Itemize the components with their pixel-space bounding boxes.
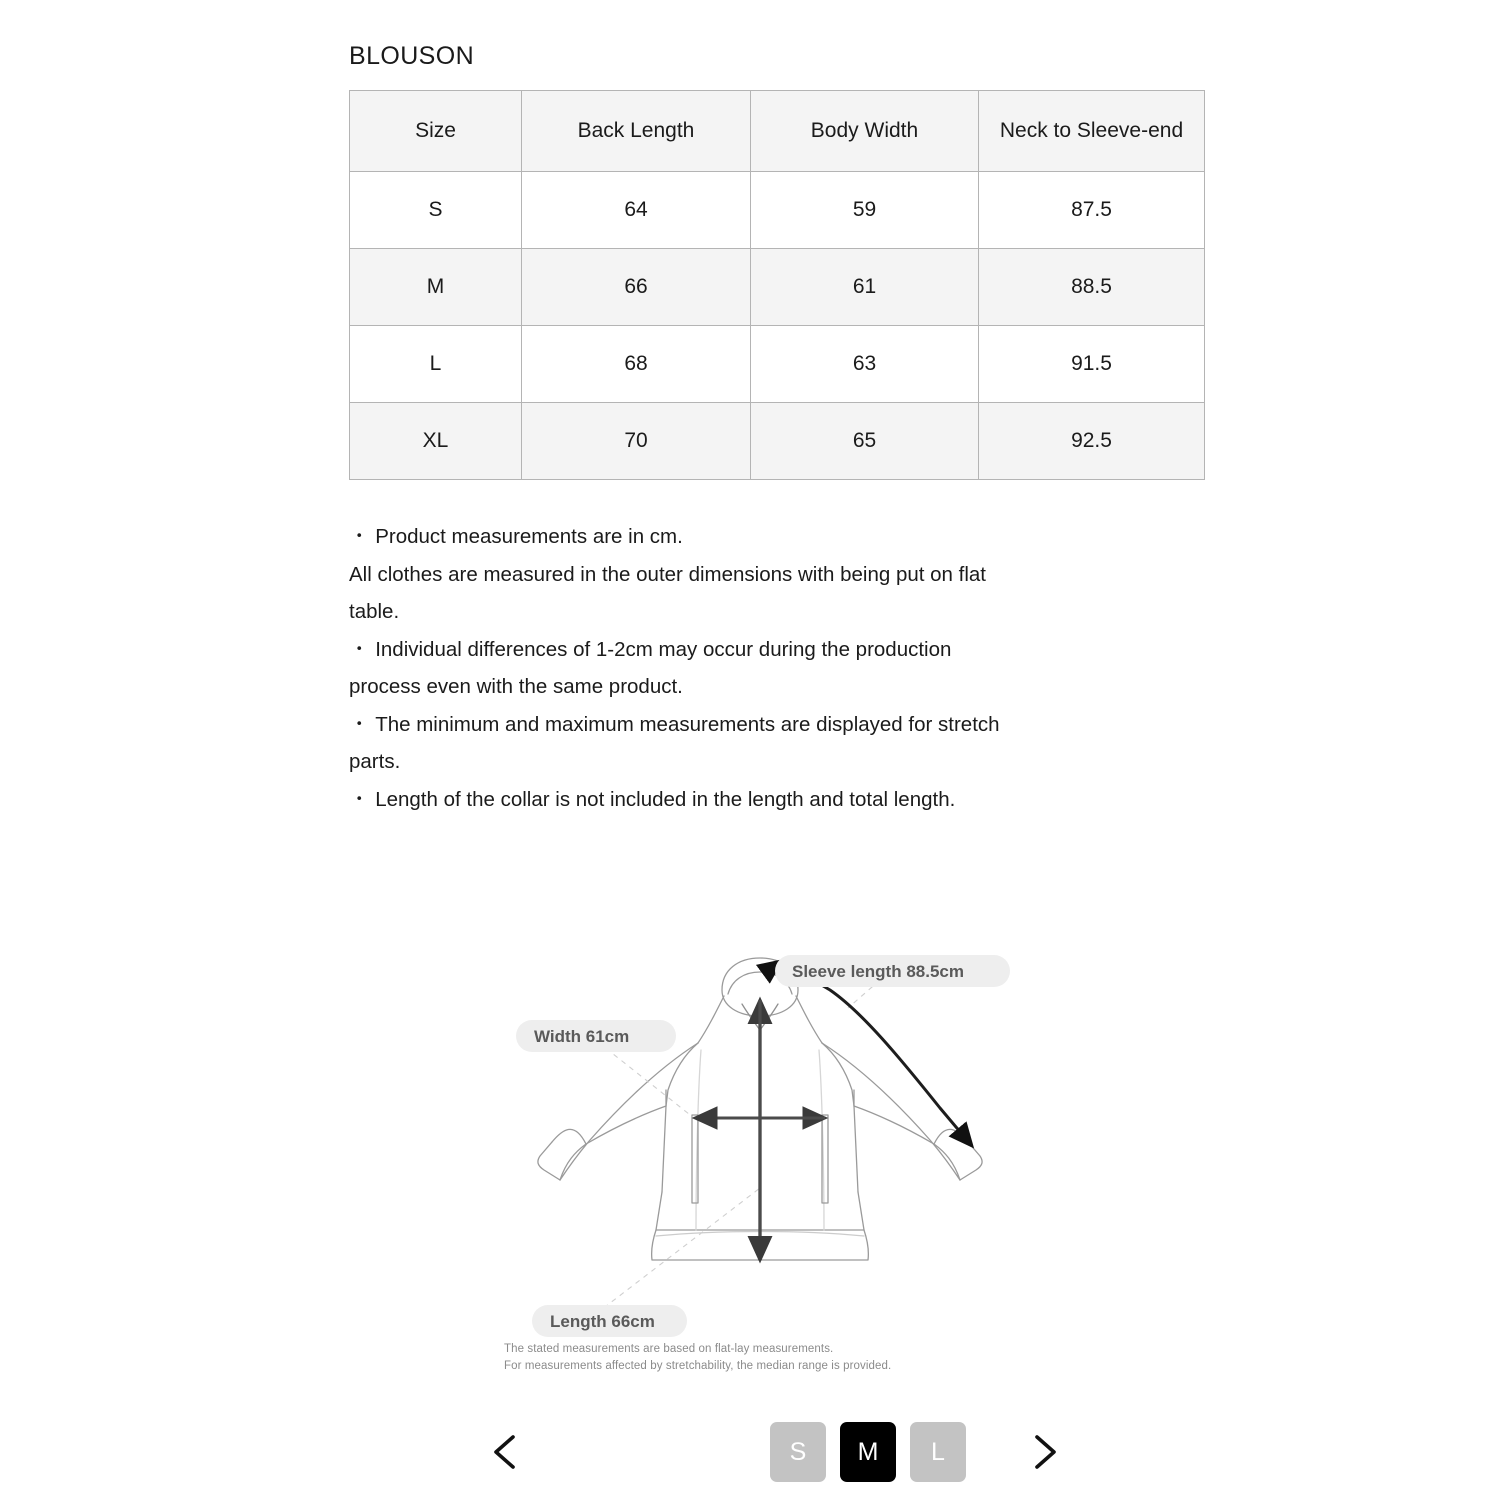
- fineprint-line-2: For measurements affected by stretchability, the median range is provided.: [504, 1360, 892, 1372]
- diagram-fineprint: [504, 1341, 891, 1375]
- note-line-1: ・ Product measurements are in cm.: [349, 525, 683, 548]
- cell-back-length: 68: [522, 326, 751, 403]
- cell-body-width: 65: [751, 403, 979, 480]
- cell-back-length: 64: [522, 172, 751, 249]
- size-chip-s[interactable]: S: [770, 1422, 826, 1482]
- cell-neck-to-sleeve-end: 92.5: [979, 403, 1205, 480]
- fineprint-line-1: The stated measurements are based on flat-lay measurements.: [504, 1343, 834, 1355]
- column-header-body-width: Body Width: [751, 91, 979, 172]
- note-line-8: ・ Length of the collar is not included in the length and total length.: [349, 787, 956, 811]
- cell-body-width: 59: [751, 172, 979, 249]
- note-line-4: ・ Individual differences of 1-2cm may occur during the production: [349, 637, 952, 661]
- prev-size-button[interactable]: [480, 1426, 532, 1478]
- next-size-button[interactable]: [1018, 1426, 1070, 1478]
- cell-size: S: [350, 172, 522, 249]
- chevron-left-icon: [480, 1426, 532, 1478]
- width-label-text: Width 61cm: [534, 1027, 630, 1046]
- sleeve-length-label-text: Sleeve length 88.5cm: [792, 962, 964, 981]
- size-chip-m[interactable]: M: [840, 1422, 896, 1482]
- note-line-2: All clothes are measured in the outer dimensions with being put on flat: [349, 562, 987, 586]
- size-chip-group: [770, 1422, 966, 1482]
- note-line-7: parts.: [349, 750, 401, 773]
- size-measurement-table: [349, 90, 1205, 480]
- cell-size: M: [350, 249, 522, 326]
- table-row: [350, 403, 1205, 480]
- sleeve-length-label: [775, 955, 1010, 987]
- cell-size: XL: [350, 403, 522, 480]
- measurement-notes: [349, 518, 1179, 818]
- chevron-right-icon: [1018, 1426, 1070, 1478]
- length-label: [532, 1305, 687, 1337]
- cell-body-width: 61: [751, 249, 979, 326]
- table-row: [350, 172, 1205, 249]
- column-header-neck-to-sleeve-end: Neck to Sleeve-end: [979, 91, 1205, 172]
- table-row: [350, 326, 1205, 403]
- cell-neck-to-sleeve-end: 88.5: [979, 249, 1205, 326]
- table-row: [350, 249, 1205, 326]
- column-header-size: Size: [350, 91, 522, 172]
- cell-neck-to-sleeve-end: 87.5: [979, 172, 1205, 249]
- width-label: [516, 1020, 676, 1052]
- size-selector: [480, 1412, 1070, 1492]
- size-chip-l[interactable]: L: [910, 1422, 966, 1482]
- cell-back-length: 66: [522, 249, 751, 326]
- table-header-row: [350, 91, 1205, 172]
- cell-body-width: 63: [751, 326, 979, 403]
- cell-back-length: 70: [522, 403, 751, 480]
- page-title: BLOUSON: [349, 42, 475, 70]
- cell-size: L: [350, 326, 522, 403]
- column-header-back-length: Back Length: [522, 91, 751, 172]
- garment-measurement-diagram: [470, 930, 1050, 1400]
- note-line-5: process even with the same product.: [349, 675, 683, 698]
- length-label-text: Length 66cm: [550, 1312, 655, 1331]
- note-line-3: table.: [349, 600, 400, 623]
- note-line-6: ・ The minimum and maximum measurements are displayed for stretch: [349, 712, 1000, 736]
- cell-neck-to-sleeve-end: 91.5: [979, 326, 1205, 403]
